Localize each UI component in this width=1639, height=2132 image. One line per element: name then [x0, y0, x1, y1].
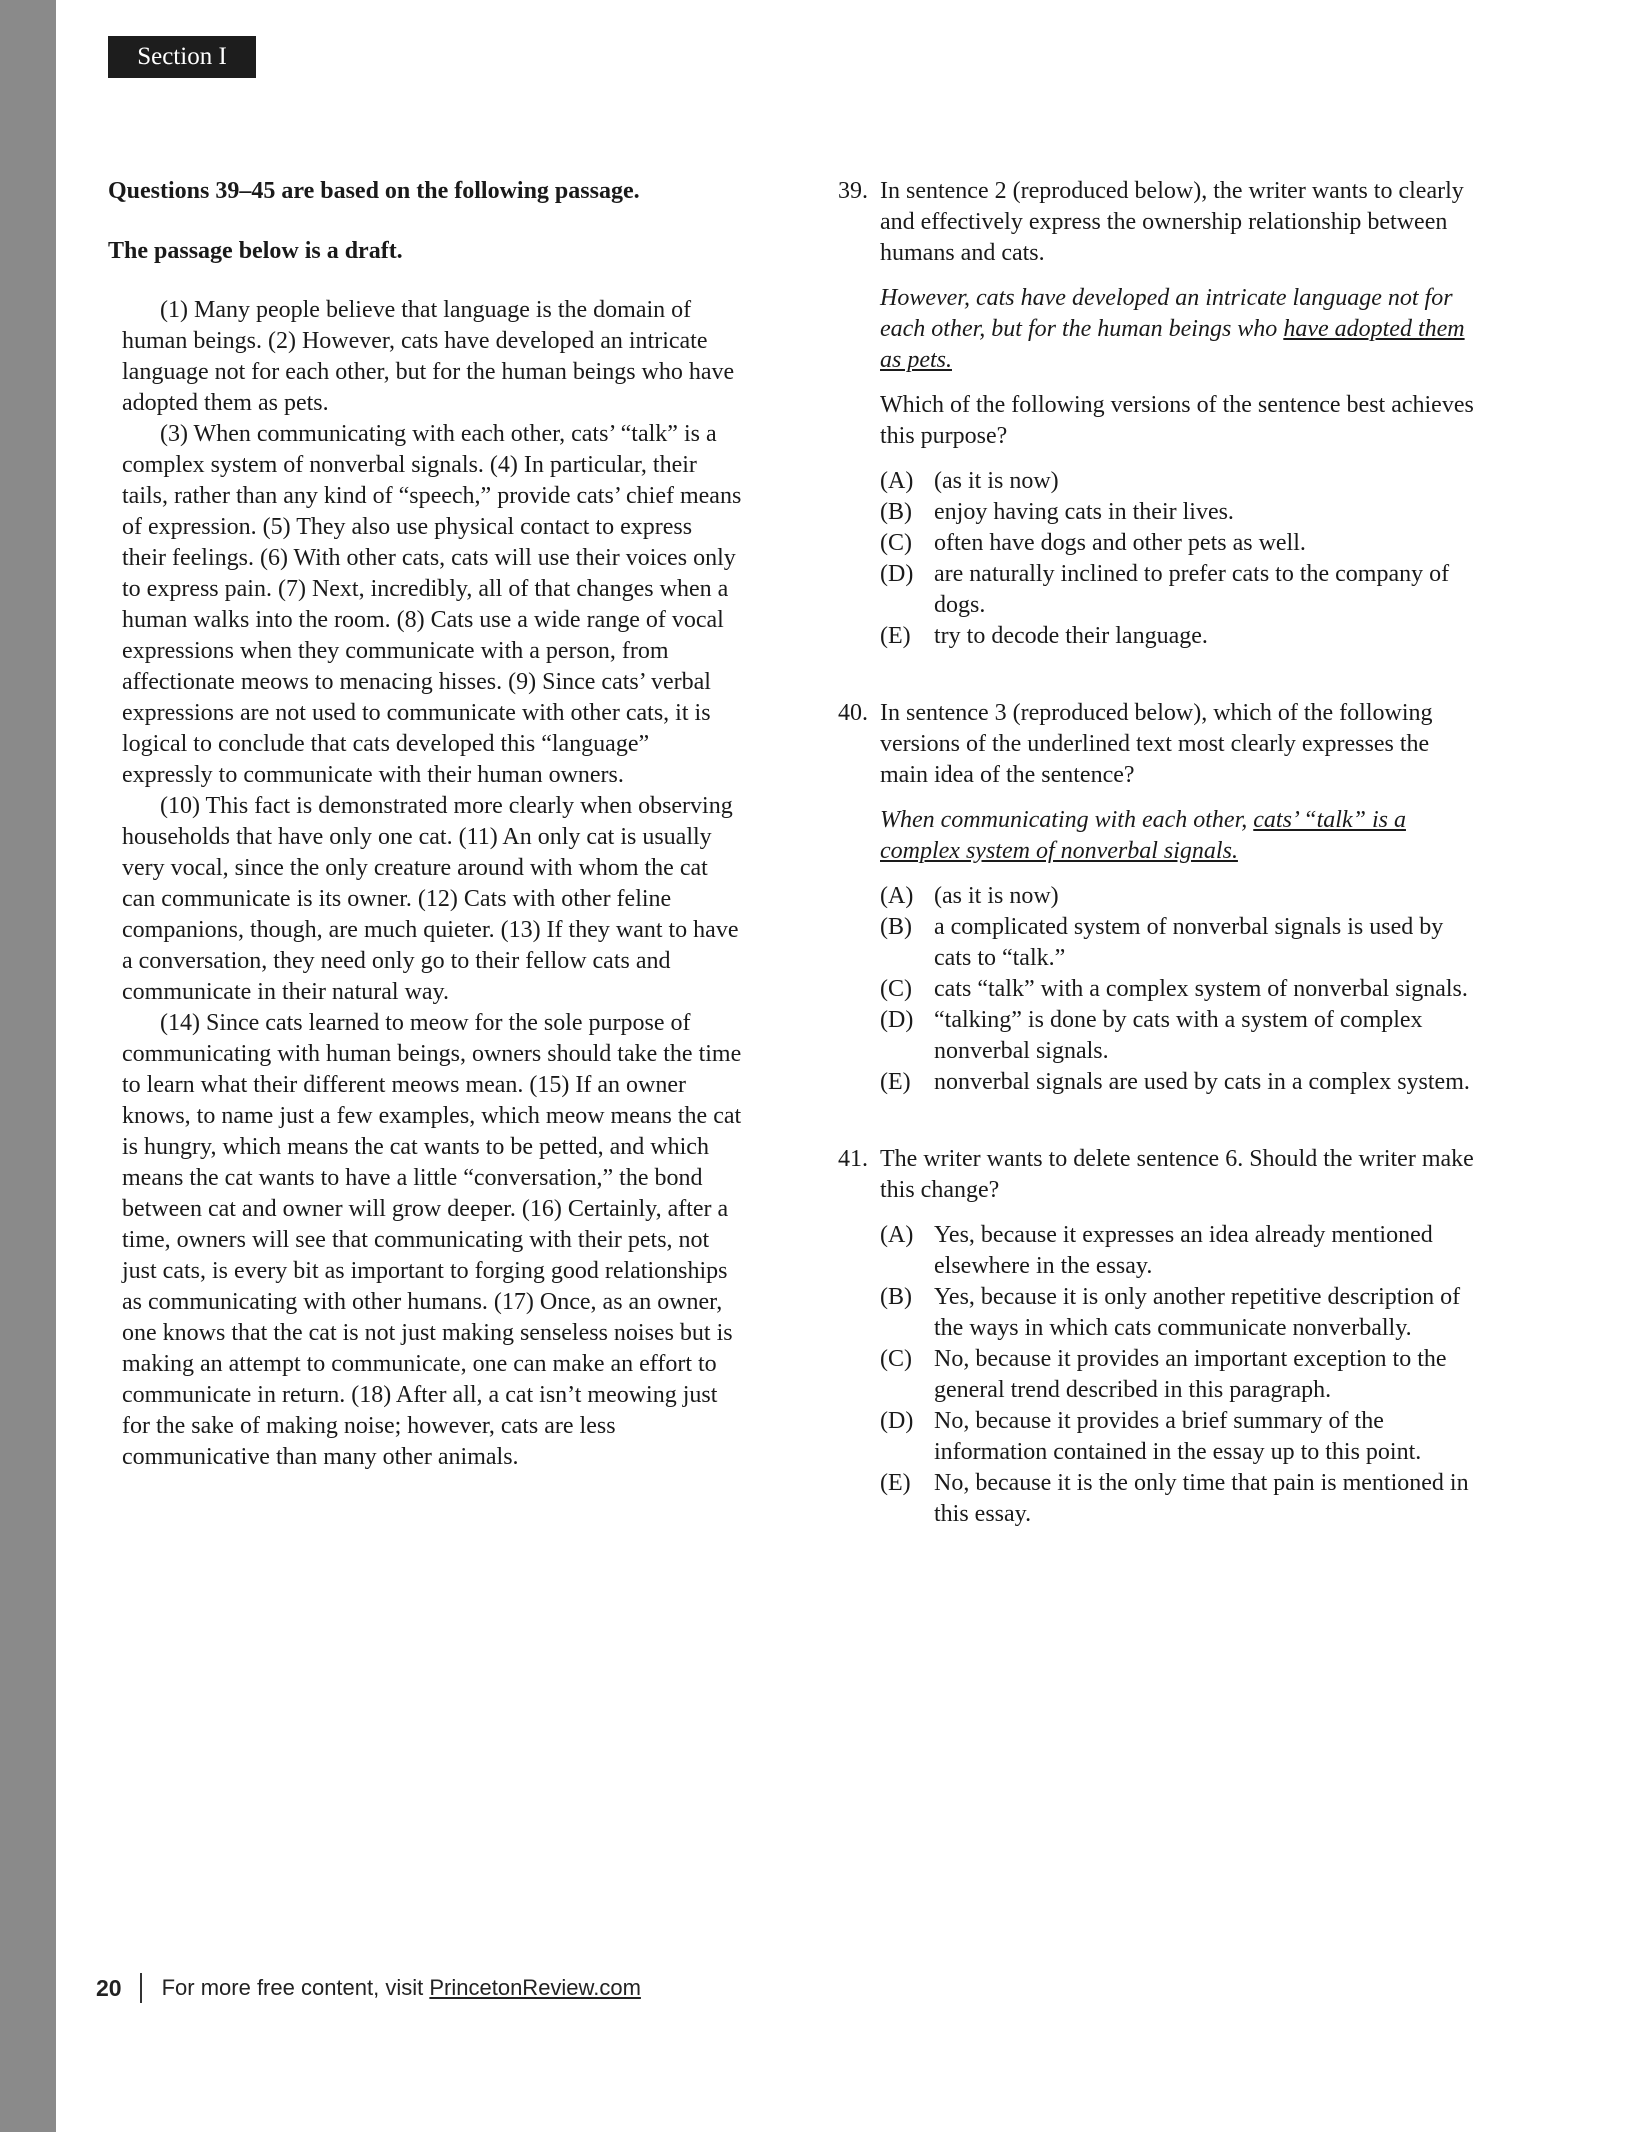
- questions-heading: Questions 39–45 are based on the following passage.: [108, 178, 640, 204]
- answer-choices: [880, 466, 1478, 652]
- page-edge-bar: [0, 0, 56, 2132]
- page-footer: [96, 1970, 641, 2006]
- section-label: Section I: [108, 36, 256, 78]
- footer-text: [162, 1975, 641, 2001]
- answer-choice[interactable]: [880, 1220, 1478, 1282]
- answer-choice[interactable]: [880, 974, 1478, 1005]
- answer-choice[interactable]: [880, 559, 1478, 621]
- draft-heading: The passage below is a draft.: [108, 238, 403, 264]
- passage-paragraph: (10) This fact is demonstrated more clearly when observing households that have only one cat. (11) An only cat is usually very vocal, since the only creature around with whom the cat can communicate is its owner. (12) Cats with other feline companions, though, are much quieter. (13) If they want to have a conversation, they need only go to their fellow cats and communicate in their natural way.: [122, 793, 739, 1005]
- question-41: [838, 1144, 1478, 1530]
- choice-text: cats “talk” with a complex system of nonverbal signals.: [934, 976, 1468, 1002]
- answer-choice[interactable]: [880, 881, 1478, 912]
- quoted-sentence: [880, 283, 1478, 376]
- choice-letter: (D): [880, 1007, 914, 1033]
- passage-paragraph: (1) Many people believe that language is the domain of human beings. (2) However, cats have developed an intricate language not for each other, but for the human beings who have adopted them as pets.: [122, 297, 735, 416]
- choice-text: Yes, because it is only another repetitive description of the ways in which cats communicate nonverbally.: [934, 1284, 1461, 1341]
- choice-text: a complicated system of nonverbal signals is used by cats to “talk.”: [934, 914, 1444, 971]
- choice-letter: (A): [880, 1222, 914, 1248]
- question-number: 41.: [838, 1146, 868, 1172]
- choice-letter: (B): [880, 499, 912, 525]
- questions-column: [838, 176, 1478, 1530]
- choice-letter: (C): [880, 530, 912, 556]
- choice-letter: (C): [880, 1346, 912, 1372]
- answer-choice[interactable]: [880, 1282, 1478, 1344]
- choice-letter: (B): [880, 914, 912, 940]
- underlined-text: have adopted them as pets.: [880, 316, 1465, 373]
- choice-text: (as it is now): [934, 468, 1059, 494]
- princeton-review-link[interactable]: PrincetonReview.com: [429, 1975, 641, 2000]
- choice-text: No, because it is the only time that pain is mentioned in this essay.: [934, 1470, 1469, 1527]
- choice-text: (as it is now): [934, 883, 1059, 909]
- underlined-text: cats’ “talk” is a complex system of nonverbal signals.: [880, 807, 1406, 864]
- answer-choice[interactable]: [880, 528, 1478, 559]
- choice-letter: (B): [880, 1284, 912, 1310]
- choice-text: often have dogs and other pets as well.: [934, 530, 1306, 556]
- answer-choice[interactable]: [880, 621, 1478, 652]
- choice-text: “talking” is done by cats with a system of complex nonverbal signals.: [934, 1007, 1423, 1064]
- choice-letter: (A): [880, 468, 914, 494]
- quoted-sentence: [880, 805, 1478, 867]
- answer-choice[interactable]: [880, 1005, 1478, 1067]
- answer-choices: [880, 1220, 1478, 1530]
- answer-choice[interactable]: [880, 1406, 1478, 1468]
- answer-choice[interactable]: [880, 1344, 1478, 1406]
- footer-prompt: For more free content, visit: [161, 1975, 430, 2000]
- answer-choices: [880, 881, 1478, 1098]
- choice-letter: (E): [880, 623, 911, 649]
- choice-letter: (A): [880, 883, 914, 909]
- answer-choice[interactable]: [880, 466, 1478, 497]
- answer-choice[interactable]: [880, 1067, 1478, 1098]
- question-number: 40.: [838, 700, 868, 726]
- answer-choice[interactable]: [880, 1468, 1478, 1530]
- choice-letter: (D): [880, 1408, 914, 1434]
- choice-letter: (C): [880, 976, 912, 1002]
- question-prompt: In sentence 3 (reproduced below), which of the following versions of the underlined text most clearly expresses the main idea of the sentence?: [880, 700, 1433, 788]
- question-prompt: The writer wants to delete sentence 6. Should the writer make this change?: [880, 1146, 1474, 1203]
- answer-choice[interactable]: [880, 912, 1478, 974]
- page-number: 20: [96, 1974, 122, 2001]
- choice-letter: (E): [880, 1470, 911, 1496]
- choice-text: nonverbal signals are used by cats in a complex system.: [934, 1069, 1470, 1095]
- question-number: 39.: [838, 178, 868, 204]
- choice-text: enjoy having cats in their lives.: [934, 499, 1234, 525]
- passage-paragraph: (3) When communicating with each other, cats’ “talk” is a complex system of nonverbal signals. (4) In particular, their tails, rather than any kind of “speech,” provide cats’ chief means of expression. (5) They also use physical contact to express their feelings. (6) With other cats, cats will use their voices only to express pain. (7) Next, incredibly, all of that changes when a human walks into the room. (8) Cats use a wide range of vocal expressions when they communicate with a person, from affectionate meows to menacing hisses. (9) Since cats’ verbal expressions are not used to communicate with other cats, it is logical to conclude that cats developed this “language” expressly to communicate with their human owners.: [122, 421, 742, 788]
- choice-text: are naturally inclined to prefer cats to the company of dogs.: [934, 561, 1450, 618]
- question-39: [838, 176, 1478, 652]
- passage-text: [108, 295, 742, 1473]
- choice-text: Yes, because it expresses an idea already mentioned elsewhere in the essay.: [934, 1222, 1433, 1279]
- choice-text: try to decode their language.: [934, 623, 1208, 649]
- passage-paragraph: (14) Since cats learned to meow for the sole purpose of communicating with human beings, owners should take the time to learn what their different meows mean. (15) If an owner knows, to name just a few examples, which meow means the cat is hungry, which means the cat wants to be petted, and which means the cat wants to have a little “conversation,” the bond between cat and owner will grow deeper. (16) Certainly, after a time, owners will see that communicating with their pets, not just cats, is every bit as important to forging good relationships as communicating with other humans. (17) Once, as an owner, one knows that the cat is not just making senseless noises but is making an attempt to communicate, one can make an effort to communicate in return. (18) After all, a cat isn’t meowing just for the sake of making noise; however, cats are less communicative than many other animals.: [122, 1010, 742, 1470]
- question-prompt: In sentence 2 (reproduced below), the writer wants to clearly and effectively express the ownership relationship between humans and cats.: [880, 178, 1464, 266]
- answer-choice[interactable]: [880, 497, 1478, 528]
- quote-text: However, cats have developed an intricate language not for each other, but for the human beings who: [880, 285, 1453, 342]
- choice-text: No, because it provides a brief summary of the information contained in the essay up to this point.: [934, 1408, 1422, 1465]
- question-follow-up: Which of the following versions of the sentence best achieves this purpose?: [880, 392, 1474, 449]
- quote-text: When communicating with each other,: [880, 807, 1254, 833]
- footer-divider: [140, 1973, 142, 2003]
- choice-text: No, because it provides an important exception to the general trend described in this paragraph.: [934, 1346, 1447, 1403]
- question-40: [838, 698, 1478, 1098]
- choice-letter: (E): [880, 1069, 911, 1095]
- choice-letter: (D): [880, 561, 914, 587]
- passage-column: [108, 176, 768, 1473]
